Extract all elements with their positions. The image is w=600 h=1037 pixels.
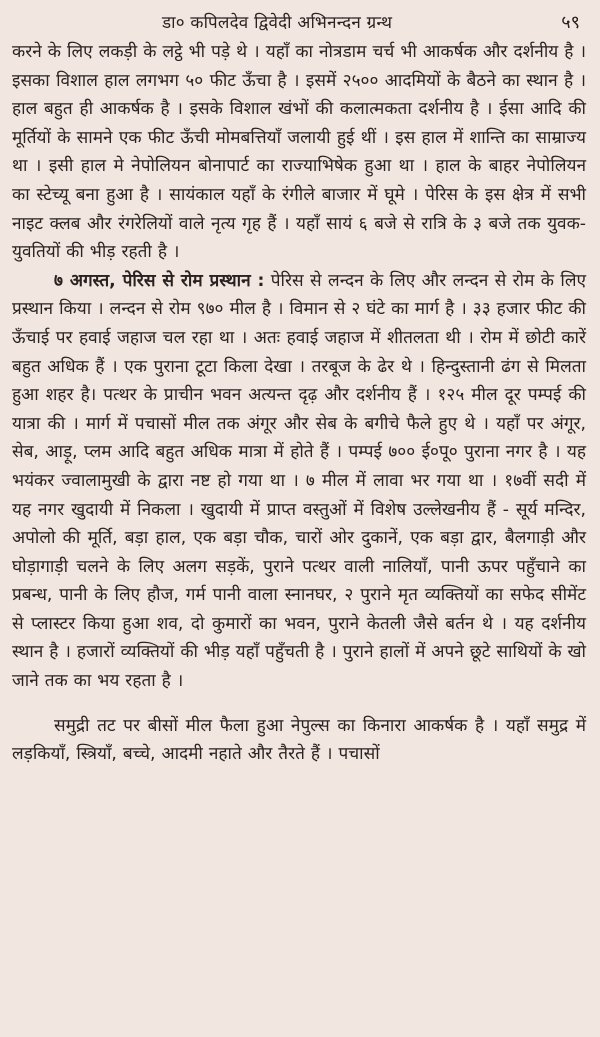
page-number: ५९	[561, 12, 580, 33]
paragraph-rome-text: पेरिस से लन्दन के लिए और लन्दन से रोम के लिए प्रस्थान किया । लन्दन से रोम ९७० मील है । विमान से २ घंटे का मार्ग है । ३३ हजार फीट की ऊँचाई पर हवाई जहाज चल रहा था । अतः हवाई जहाज में शीतलता थी । रोम में छोटी कारें बहुत अधिक हैं । एक पुराना टूटा किला देखा । तरबूज के ढेर थे । हिन्दुस्तानी ढंग से मिलता हुआ शहर है। पत्थर के प्राचीन भवन अत्यन्त दृढ़ और दर्शनीय हैं । १२५ मील दूर पम्पई की यात्रा की । मार्ग में पचासों मील तक अंगूर और सेब के बगीचे फैले हुए थे । यहाँ पर अंगूर, सेब, आड़ू, प्लम आदि बहुत अधिक मात्रा में होते हैं । पम्पई ७०० ई०पू० पुराना नगर है । यह भयंकर ज्वालामुखी के द्वारा नष्ट हो गया था । ७ मील में लावा भर गया था । १७वीं सदी में यह नगर खुदायी में निकला । खुदायी में प्राप्त वस्तुओं में विशेष उल्लेखनीय हैं - सूर्य मन्दिर, अपोलो की मूर्ति, बड़ा हाल, एक बड़ा चौक, चारों ओर दुकानें, एक बड़ा द्वार, बैलगाड़ी और घोड़ागाड़ी चलने के लिए अलग सड़कें, पुराने पत्थर वाली नालियाँ, पानी ऊपर पहुँचाने का प्रबन्ध, पानी के लिए हौज, गर्म पानी वाला स्नानघर, २ पुराने मृत व्यक्तियों का सफेद सीमेंट से प्लास्टर किया हुआ शव, दो कुमारों का भवन, पुराने केतली जैसे बर्तन थे । यह दर्शनीय स्थान है । हजारों व्यक्तियों की भीड़ यहाँ पहुँचती है । पुराने हालों में अपने छूटे साथियों के खो जाने तक का भय रहता है ।	[12, 270, 586, 692]
page-header	[12, 4, 586, 38]
paragraph-naples: समुद्री तट पर बीसों मील फैला हुआ नेपुल्स का किनारा आकर्षक है । यहाँ समुद्र में लड़कियाँ, स्त्रियाँ, बच्चे, आदमी नहाते और तैरते हैं । पचासों	[12, 715, 586, 765]
section-heading-date: ७ अगस्त, पेरिस से रोम प्रस्थान :	[54, 270, 265, 291]
paragraph-rome	[12, 267, 586, 696]
running-title: डा० कपिलदेव द्विवेदी अभिनन्दन ग्रन्थ	[162, 13, 393, 33]
paragraph-paris: करने के लिए लकड़ी के लट्ठे भी पड़े थे । यहाँ का नोत्रडाम चर्च भी आकर्षक और दर्शनीय है । इसका विशाल हाल लगभग ५० फीट ऊँचा है । इसमें २५०० आदमियों के बैठने का स्थान है । हाल बहुत ही आकर्षक है । इसके विशाल खंभों की कलात्मकता दर्शनीय है । ईसा आदि की मूर्तियों के सामने एक फीट ऊँची मोमबत्तियाँ जलायी हुई थीं । इस हाल में शान्ति का साम्राज्य था । इसी हाल मे नेपोलियन बोनापार्ट का राज्याभिषेक हुआ था । हाल के बाहर नेपोलियन का स्टेच्यू बना हुआ है । सायंकाल यहाँ के रंगीले बाजार में घूमे । पेरिस के इस क्षेत्र में सभी नाइट क्लब और रंगरेलियों वाले नृत्य गृह हैं । यहाँ सायं ६ बजे से रात्रि के ३ बजे तक युवक-युवतियों की भीड़ रहती है ।	[12, 42, 586, 263]
